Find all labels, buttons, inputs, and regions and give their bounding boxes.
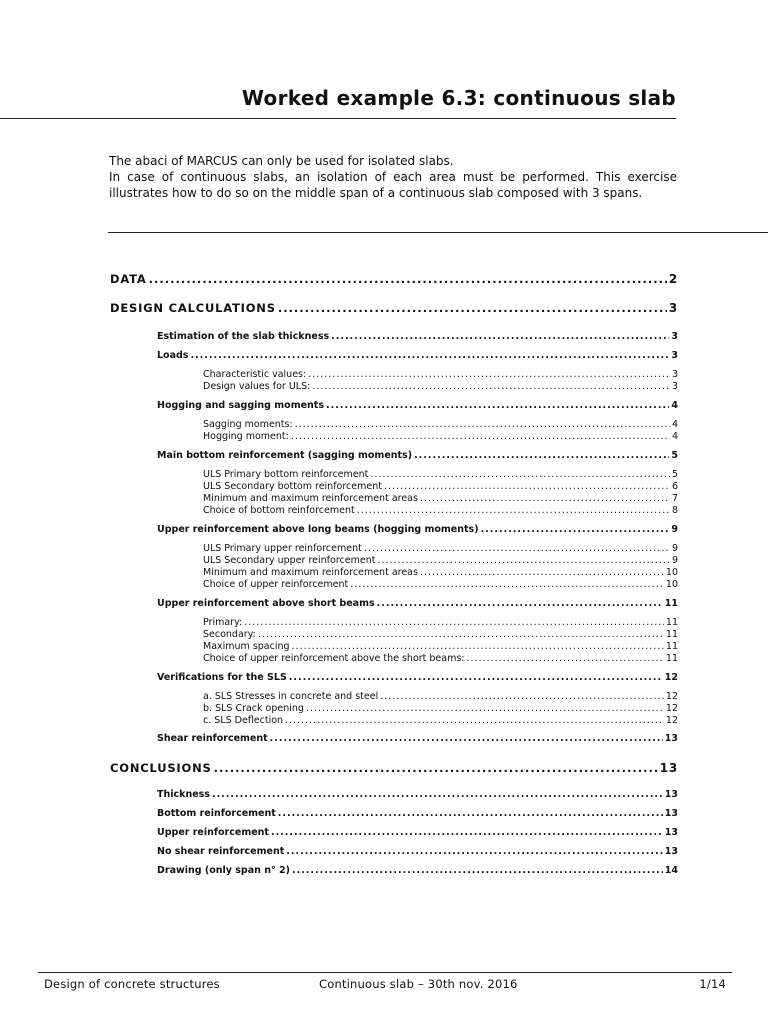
toc-page-number: 9 — [671, 555, 678, 566]
toc-page-number: 11 — [665, 617, 678, 628]
toc-entry-no-shear-reinforcement[interactable] — [157, 846, 678, 857]
toc-entry-text: a. SLS Stresses in concrete and steel — [203, 691, 379, 702]
toc-entry-text: Upper reinforcement above long beams (hogging moments) — [157, 524, 479, 535]
toc-entry-text: Estimation of the slab thickness — [157, 331, 330, 342]
toc-entry-text: DESIGN CALCULATIONS — [110, 301, 276, 315]
toc-leader — [278, 808, 663, 819]
toc-page-number: 12 — [665, 703, 678, 714]
toc-entry-sagging-moments[interactable] — [203, 419, 678, 430]
toc-leader — [289, 672, 663, 683]
toc-page-number: 5 — [671, 450, 678, 461]
toc-page-number: 9 — [671, 543, 678, 554]
toc-entry-main-bottom-reinforcement[interactable] — [157, 450, 678, 461]
toc-page-number: 3 — [671, 369, 678, 380]
toc-entry-conclusions[interactable] — [110, 761, 678, 775]
toc-leader — [149, 272, 667, 286]
toc-entry-text: Drawing (only span n° 2) — [157, 865, 290, 876]
toc-entry-sls-stresses[interactable] — [203, 691, 678, 702]
toc-entry-drawing[interactable] — [157, 865, 678, 876]
toc-page-number: 8 — [671, 505, 678, 516]
toc-page-number: 14 — [664, 865, 678, 876]
toc-entry-hogging-moment[interactable] — [203, 431, 678, 442]
toc-entry-shear-reinforcement[interactable] — [157, 733, 678, 744]
toc-entry-uls-secondary-upper[interactable] — [203, 555, 678, 566]
toc-leader — [306, 703, 664, 714]
toc-leader — [285, 715, 664, 726]
toc-leader — [384, 481, 670, 492]
toc-entry-text: Loads — [157, 350, 189, 361]
toc-page-number: 13 — [659, 761, 678, 775]
toc-entry-uls-primary-upper[interactable] — [203, 543, 678, 554]
toc-leader — [357, 505, 670, 516]
toc-entry-choice-upper-short-beams[interactable] — [203, 653, 678, 664]
toc-entry-characteristic-values[interactable] — [203, 369, 678, 380]
toc-entry-text: CONCLUSIONS — [110, 761, 212, 775]
toc-entry-text: Hogging moment: — [203, 431, 289, 442]
toc-entry-text: c. SLS Deflection — [203, 715, 284, 726]
toc-entry-text: Characteristic values: — [203, 369, 307, 380]
toc-page-number: 7 — [671, 493, 678, 504]
toc-leader — [331, 331, 669, 342]
toc-leader — [258, 629, 664, 640]
toc-page-number: 11 — [665, 653, 678, 664]
toc-page-number: 11 — [665, 641, 678, 652]
intro-line-2: In case of continuous slabs, an isolation of each area must be performed. This exercise illustrates how to do so on the middle span of a continuous slab composed with 3 spans. — [109, 170, 677, 200]
toc-page-number: 3 — [671, 350, 678, 361]
toc-entry-maximum-spacing[interactable] — [203, 641, 678, 652]
toc-entry-text: Bottom reinforcement — [157, 808, 276, 819]
toc-entry-text: No shear reinforcement — [157, 846, 285, 857]
toc-leader — [244, 617, 664, 628]
toc-page-number: 3 — [671, 381, 678, 392]
toc-entry-loads[interactable] — [157, 350, 678, 361]
toc-leader — [481, 524, 670, 535]
toc-page-number: 11 — [664, 598, 678, 609]
toc-entry-text: ULS Primary upper reinforcement — [203, 543, 362, 554]
toc-leader — [190, 350, 669, 361]
toc-entry-text: Choice of upper reinforcement — [203, 579, 349, 590]
toc-entry-sls-deflection[interactable] — [203, 715, 678, 726]
toc-entry-text: Minimum and maximum reinforcement areas — [203, 493, 418, 504]
toc-entry-upper-reinforcement[interactable] — [157, 827, 678, 838]
toc-entry-text: Choice of bottom reinforcement — [203, 505, 355, 516]
toc-page-number: 10 — [665, 579, 678, 590]
toc-entry-bottom-reinforcement[interactable] — [157, 808, 678, 819]
toc-page-number: 13 — [664, 733, 678, 744]
toc-entry-verifications-sls[interactable] — [157, 672, 678, 683]
toc-entry-text: Shear reinforcement — [157, 733, 268, 744]
toc-page-number: 4 — [671, 431, 678, 442]
toc-page-number: 12 — [664, 672, 678, 683]
toc-page-number: 3 — [671, 331, 678, 342]
toc-leader — [377, 598, 663, 609]
toc-page-number: 4 — [671, 419, 678, 430]
toc-page-number: 5 — [671, 469, 678, 480]
intro-paragraph — [109, 153, 677, 201]
toc-page-number: 13 — [664, 789, 678, 800]
toc-leader — [271, 827, 663, 838]
toc-page-number: 12 — [665, 715, 678, 726]
toc-leader — [326, 400, 669, 411]
toc-entry-text: Verifications for the SLS — [157, 672, 287, 683]
toc-entry-upper-reinforcement-short-beams[interactable] — [157, 598, 678, 609]
toc-entry-primary[interactable] — [203, 617, 678, 628]
toc-leader — [292, 641, 664, 652]
toc-leader — [364, 543, 670, 554]
toc-leader — [467, 653, 664, 664]
toc-entry-text: Thickness — [157, 789, 210, 800]
toc-entry-thickness[interactable] — [157, 789, 678, 800]
toc-entry-text: ULS Secondary bottom reinforcement — [203, 481, 382, 492]
toc-page-number: 13 — [664, 846, 678, 857]
toc-entry-text: Secondary: — [203, 629, 256, 640]
toc-page-number: 11 — [665, 629, 678, 640]
toc-entry-text: Choice of upper reinforcement above the short beams: — [203, 653, 465, 664]
toc-entry-choice-bottom-reinforcement[interactable] — [203, 505, 678, 516]
toc-leader — [270, 733, 663, 744]
toc-leader — [214, 761, 658, 775]
intro-line-1: The abaci of MARCUS can only be used for isolated slabs. — [109, 154, 454, 168]
toc-entry-data[interactable] — [110, 272, 678, 286]
toc-leader — [286, 846, 663, 857]
toc-entry-text: Primary: — [203, 617, 243, 628]
toc-page-number: 13 — [664, 808, 678, 819]
toc-entry-text: Maximum spacing — [203, 641, 290, 652]
toc-page-number: 2 — [668, 272, 678, 286]
toc-entry-text: Minimum and maximum reinforcement areas — [203, 567, 418, 578]
toc-page-number: 10 — [665, 567, 678, 578]
footer-document-date: Continuous slab – 30th nov. 2016 — [319, 977, 518, 991]
toc-leader — [380, 691, 664, 702]
footer-course-title: Design of concrete structures — [44, 977, 220, 991]
toc-entry-uls-secondary-bottom[interactable] — [203, 481, 678, 492]
toc-entry-slab-thickness[interactable] — [157, 331, 678, 342]
toc-leader — [278, 301, 667, 315]
toc-leader — [312, 381, 670, 392]
toc-entry-design-values-uls[interactable] — [203, 381, 678, 392]
toc-page-number: 13 — [664, 827, 678, 838]
title-divider — [0, 118, 676, 119]
toc-leader — [377, 555, 670, 566]
toc-entry-min-max-reinforcement-areas-upper[interactable] — [203, 567, 678, 578]
toc-leader — [212, 789, 663, 800]
toc-leader — [414, 450, 669, 461]
toc-entry-text: Design values for ULS: — [203, 381, 311, 392]
toc-leader — [291, 431, 670, 442]
footer-divider — [38, 972, 732, 973]
toc-entry-text: ULS Primary bottom reinforcement — [203, 469, 369, 480]
document-title: Worked example 6.3: continuous slab — [241, 86, 676, 110]
toc-leader — [420, 567, 664, 578]
footer-page-number: 1/14 — [699, 977, 726, 991]
toc-leader — [420, 493, 670, 504]
toc-entry-text: b. SLS Crack opening — [203, 703, 304, 714]
toc-leader — [370, 469, 670, 480]
toc-entry-text: Hogging and sagging moments — [157, 400, 325, 411]
toc-entry-upper-reinforcement-long-beams[interactable] — [157, 524, 678, 535]
toc-entry-text: Upper reinforcement — [157, 827, 269, 838]
toc-entry-min-max-reinforcement-areas[interactable] — [203, 493, 678, 504]
toc-entry-design-calculations[interactable] — [110, 301, 678, 315]
toc-entry-text: Sagging moments: — [203, 419, 293, 430]
toc-entry-text: Main bottom reinforcement (sagging moments) — [157, 450, 413, 461]
intro-divider — [108, 232, 768, 233]
toc-page-number: 6 — [671, 481, 678, 492]
toc-entry-text: DATA — [110, 272, 147, 286]
toc-entry-text: Upper reinforcement above short beams — [157, 598, 375, 609]
toc-page-number: 9 — [671, 524, 678, 535]
toc-entry-choice-upper-reinforcement[interactable] — [203, 579, 678, 590]
toc-page-number: 3 — [668, 301, 678, 315]
toc-leader — [295, 419, 670, 430]
toc-entry-sls-crack-opening[interactable] — [203, 703, 678, 714]
toc-entry-secondary[interactable] — [203, 629, 678, 640]
toc-leader — [350, 579, 664, 590]
toc-entry-uls-primary-bottom[interactable] — [203, 469, 678, 480]
toc-page-number: 4 — [671, 400, 678, 411]
toc-leader — [308, 369, 670, 380]
toc-page-number: 12 — [665, 691, 678, 702]
toc-entry-hogging-sagging-moments[interactable] — [157, 400, 678, 411]
toc-leader — [292, 865, 663, 876]
toc-entry-text: ULS Secondary upper reinforcement — [203, 555, 376, 566]
